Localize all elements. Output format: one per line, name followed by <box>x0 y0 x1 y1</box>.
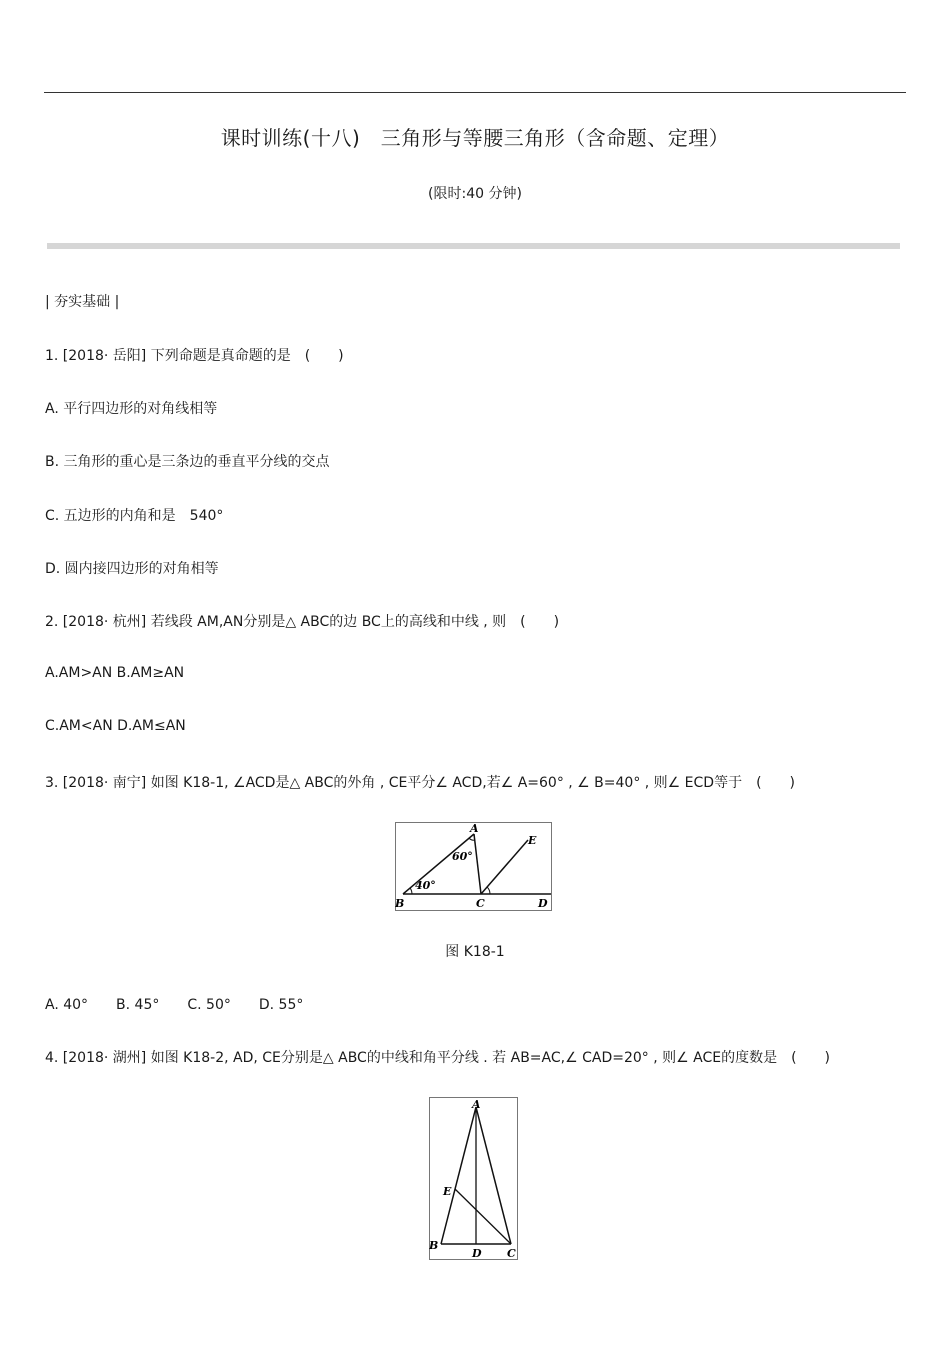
point-label-d: D <box>472 1247 482 1260</box>
question-1-option-b: B. 三角形的重心是三条边的垂直平分线的交点 <box>45 454 330 470</box>
segment-ab <box>441 1107 476 1244</box>
segment-ce <box>455 1189 511 1244</box>
point-label-a: A <box>470 822 479 835</box>
point-label-b: B <box>395 897 405 910</box>
top-rule <box>44 92 906 93</box>
question-1-option-c: C. 五边形的内角和是 540° <box>45 508 224 524</box>
point-label-a: A <box>472 1098 481 1111</box>
question-1-stem: 1. [2018· 岳阳] 下列命题是真命题的是 ( ) <box>45 348 344 364</box>
angle-b-label: 40° <box>415 879 436 892</box>
point-label-d: D <box>538 897 548 910</box>
point-label-c: C <box>476 897 485 910</box>
question-2-stem: 2. [2018· 杭州] 若线段 AM,AN分别是△ ABC的边 BC上的高线和中线 , 则 ( ) <box>45 614 560 630</box>
question-4-stem: 4. [2018· 湖州] 如图 K18-2, AD, CE分别是△ ABC的中线和角平分线 . 若 AB=AC,∠ CAD=20° , 则∠ ACE的度数是 ( ) <box>45 1050 830 1066</box>
angle-b-arc <box>410 888 412 894</box>
angle-c-arc <box>487 887 490 894</box>
page-title: 课时训练(十八) 三角形与等腰三角形（含命题、定理） <box>220 126 730 150</box>
question-1-option-a: A. 平行四边形的对角线相等 <box>45 401 218 417</box>
figure-k18-1-caption: 图 K18-1 <box>445 944 505 960</box>
question-2-options-cd: C.AM<AN D.AM≤AN <box>45 718 186 734</box>
segment-ce <box>481 840 528 894</box>
segment-ba <box>403 834 474 894</box>
question-3-options: A. 40° B. 45° C. 50° D. 55° <box>45 997 304 1013</box>
question-2-options-ab: A.AM>AN B.AM≥AN <box>45 665 185 681</box>
point-label-e: E <box>443 1185 452 1198</box>
question-3-stem: 3. [2018· 南宁] 如图 K18-1, ∠ACD是△ ABC的外角 , CE平分∠ ACD,若∠ A=60° , ∠ B=40° , 则∠ ECD等于 ( ) <box>45 775 795 791</box>
figure-k18-1 <box>395 822 553 916</box>
time-limit: (限时:40 分钟) <box>428 186 522 202</box>
segment-ac <box>476 1107 511 1244</box>
point-label-e: E <box>528 834 537 847</box>
section-divider <box>47 243 900 249</box>
angle-a-label: 60° <box>452 850 473 863</box>
point-label-c: C <box>507 1247 516 1260</box>
question-1-option-d: D. 圆内接四边形的对角相等 <box>45 561 219 577</box>
segment-ac <box>474 834 481 894</box>
figure-k18-2 <box>429 1097 519 1265</box>
point-label-b: B <box>429 1239 439 1252</box>
section-label: | 夯实基础 | <box>45 294 120 310</box>
